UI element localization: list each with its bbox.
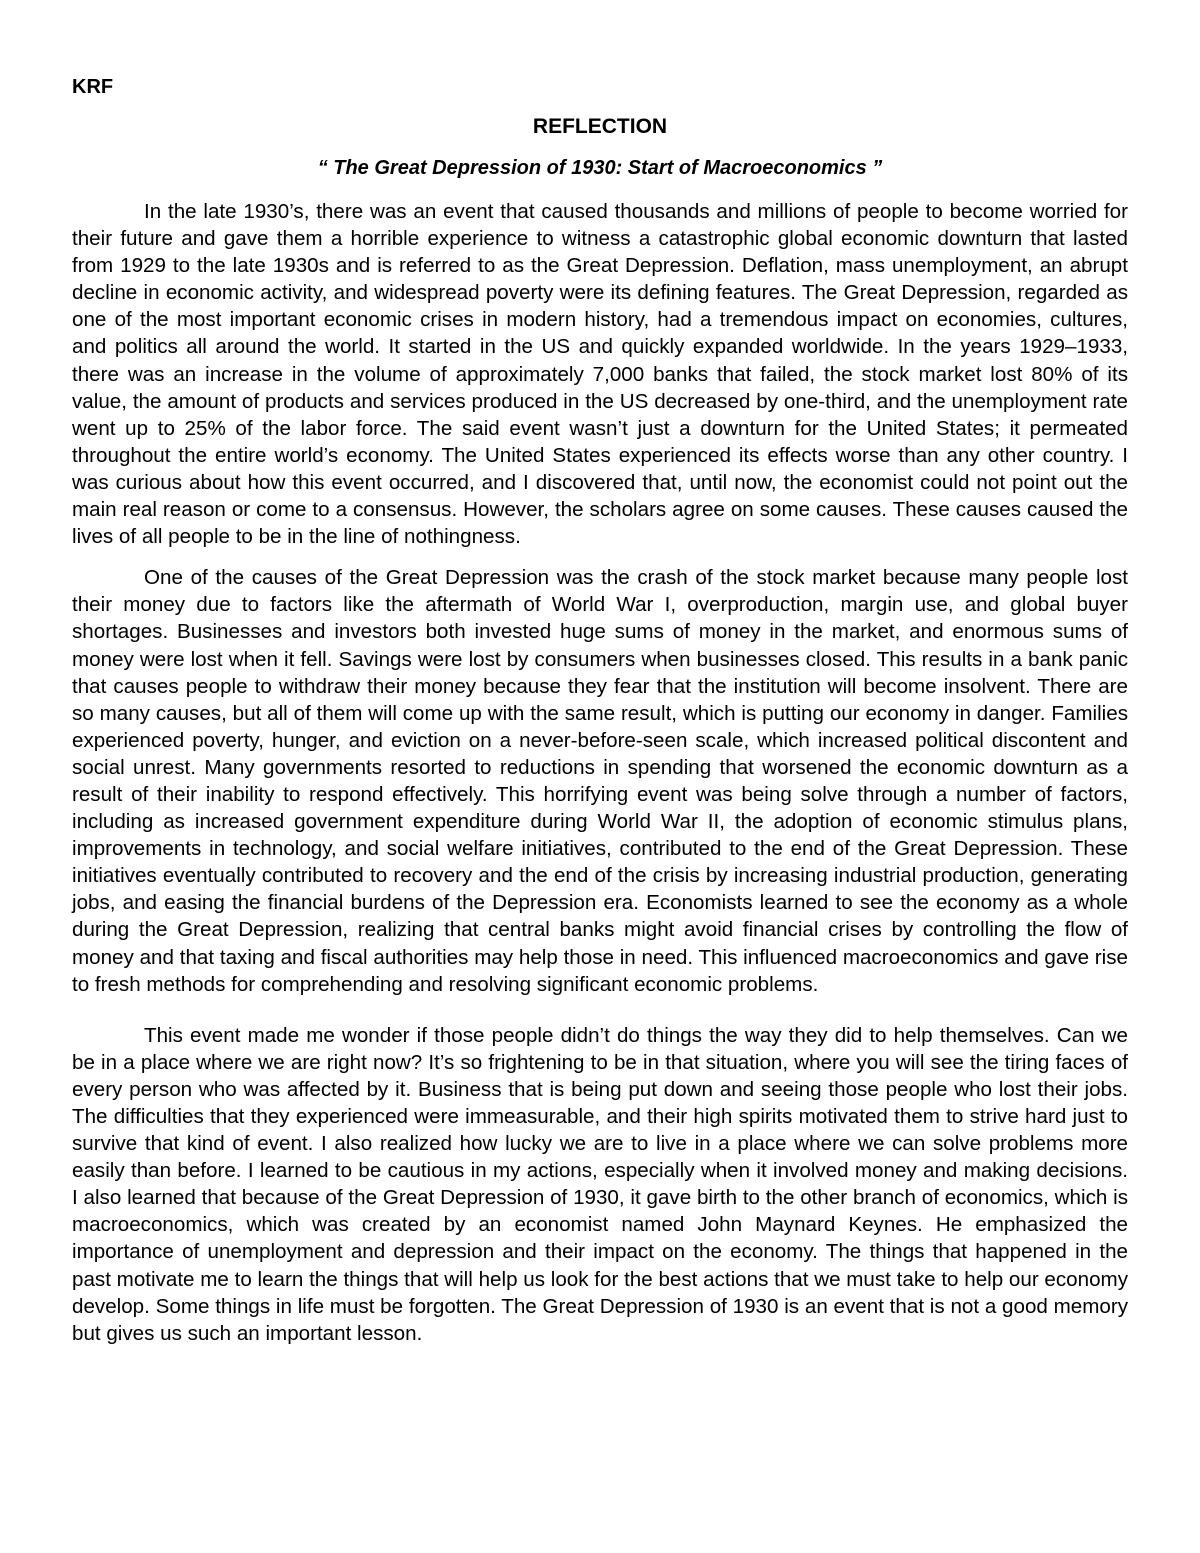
document-heading: REFLECTION — [532, 115, 668, 138]
body-paragraph-3: This event made me wonder if those people didn’t do things the way they did to help themselves. Can we be in a place where we are right now? It’s so frightening to be in that situation, where you will see the tiring faces of every person who was affected by it. Business that is being put down and seeing those people who lost their jobs. The difficulties that they experienced were immeasurable, and their high spirits motivated them to strive hard just to survive that kind of event. I also realized how lucky we are to live in a place where we can solve problems more easily than before. I learned to be cautious in my actions, especially when it involved money and making decisions. I also learned that because of the Great Depression of 1930, it gave birth to the other branch of economics, which is macroeconomics, which was created by an economist named John Maynard Keynes. He emphasized the importance of unemployment and depression and their impact on the economy. The things that happened in the past motivate me to learn the things that will help us look for the best actions that we must take to help our economy develop. Some things in life must be forgotten. The Great Depression of 1930 is an event that is not a good memory but gives us such an important lesson. — [72, 1023, 1128, 1345]
body-paragraph-1: In the late 1930’s, there was an event that caused thousands and millions of people to become worried for their future and gave them a horrible experience to witness a catastrophic global economic downturn that lasted from 1929 to the late 1930s and is referred to as the Great Depression. Deflation, mass unemployment, an abrupt decline in economic activity, and widespread poverty were its defining features. The Great Depression, regarded as one of the most important economic crises in modern history, had a tremendous impact on economies, cultures, and politics all around the world. It started in the US and quickly expanded worldwide. In the years 1929–1933, there was an increase in the volume of approximately 7,000 banks that failed, the stock market lost 80% of its value, the amount of products and services produced in the US decreased by one-third, and the unemployment rate went up to 25% of the labor force. The said event wasn’t just a downturn for the United States; it permeated throughout the entire world’s economy. The United States experienced its effects worse than any other country. I was curious about how this event occurred, and I discovered that, until now, the economist could not point out the main real reason or come to a consensus. However, the scholars agree on some causes. These causes caused the lives of all people to be in the line of nothingness. — [72, 200, 1128, 549]
body-paragraph-2: One of the causes of the Great Depression was the crash of the stock market because many people lost their money due to factors like the aftermath of World War I, overproduction, margin use, and global buyer shortages. Businesses and investors both invested huge sums of money in the market, and enormous sums of money were lost when it fell. Savings were lost by consumers when businesses closed. This results in a bank panic that causes people to withdraw their money because they fear that the institution will become insolvent. There are so many causes, but all of them will come up with the same result, which is putting our economy in danger. Families experienced poverty, hunger, and eviction on a never-before-seen scale, which increased political discontent and social unrest. Many governments resorted to reductions in spending that worsened the economic downturn as a result of their inability to respond effectively. This horrifying event was being solve through a number of factors, including as increased government expenditure during World War II, the adoption of economic stimulus plans, improvements in technology, and social welfare initiatives, contributed to the end of the Great Depression. These initiatives eventually contributed to recovery and the end of the crisis by increasing industrial production, generating jobs, and easing the financial burdens of the Depression era. Economists learned to see the economy as a whole during the Great Depression, realizing that central banks might avoid financial crises by controlling the flow of money and that taxing and fiscal authorities may help those in need. This influenced macroeconomics and gave rise to fresh methods for comprehending and resolving significant economic problems. — [72, 566, 1128, 996]
document-subtitle: “ The Great Depression of 1930: Start of Macroeconomics ” — [317, 157, 883, 179]
author-initials: KRF — [72, 76, 114, 98]
